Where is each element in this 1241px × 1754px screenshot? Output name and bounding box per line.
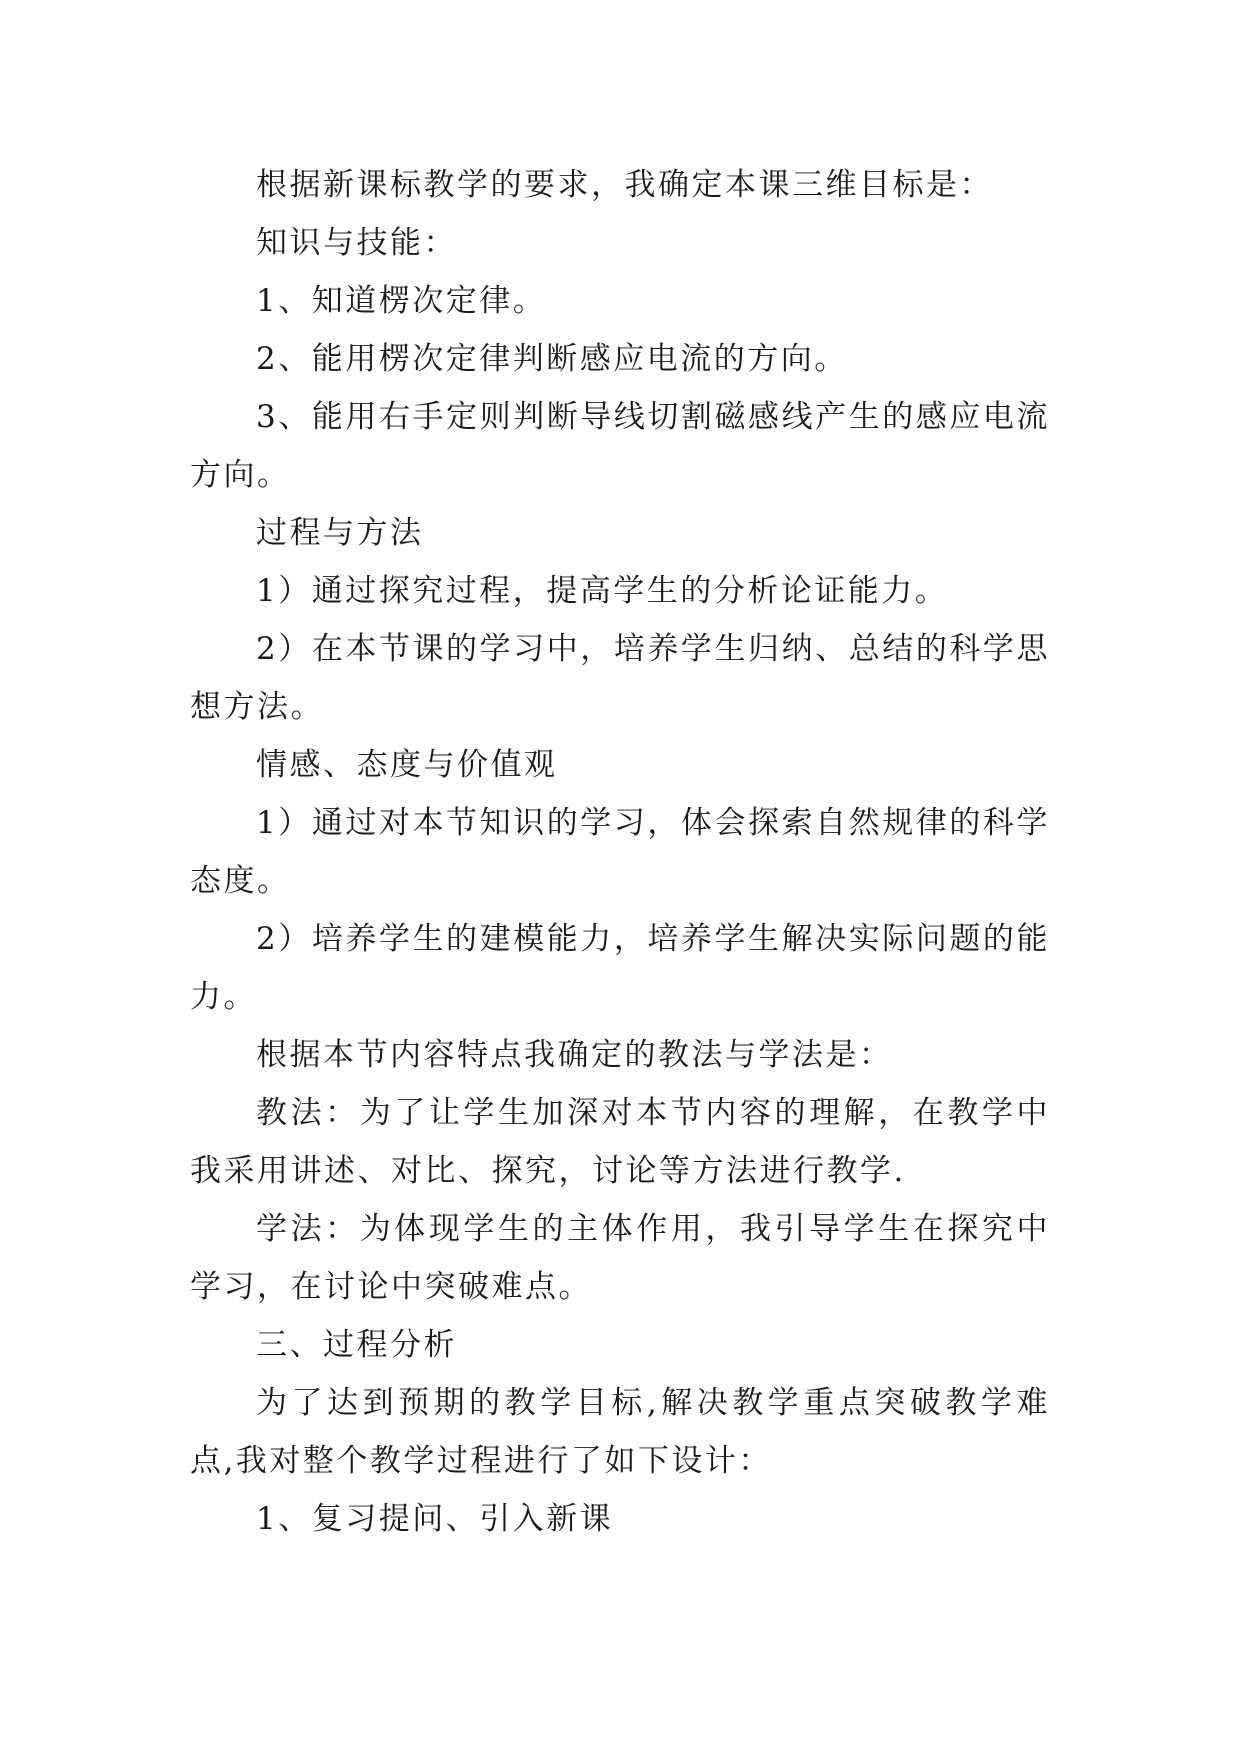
heading-emotion-attitude-values: 情感、态度与价值观 [256, 747, 558, 783]
paragraph-item: 1、知道楞次定律。 [256, 283, 547, 319]
paragraph-objectives-intro: 根据新课标教学的要求，我确定本课三维目标是： [256, 167, 993, 203]
heading-process-analysis: 三、过程分析 [256, 1327, 457, 1363]
heading-knowledge-skills: 知识与技能： [256, 225, 457, 261]
paragraph-item: 2）培养学生的建模能力，培养学生解决实际问题的能力。 [190, 921, 1050, 1015]
paragraph-item: 2）在本节课的学习中，培养学生归纳、总结的科学思想方法。 [190, 631, 1050, 725]
paragraph-item: 3、能用右手定则判断导线切割磁感线产生的感应电流方向。 [190, 399, 1050, 493]
paragraph-item: 1）通过对本节知识的学习，体会探索自然规律的科学态度。 [190, 805, 1050, 899]
paragraph-process-design: 为了达到预期的教学目标,解决教学重点突破教学难点,我对整个教学过程进行了如下设计： [190, 1385, 1050, 1479]
document-body [190, 156, 1050, 1548]
paragraph-item: 1、复习提问、引入新课 [256, 1501, 614, 1537]
paragraph-learning-method: 学法：为体现学生的主体作用，我引导学生在探究中学习，在讨论中突破难点。 [190, 1211, 1050, 1305]
heading-process-methods: 过程与方法 [256, 515, 424, 551]
paragraph-item: 1）通过探究过程，提高学生的分析论证能力。 [256, 573, 949, 609]
paragraph-item: 2、能用楞次定律判断感应电流的方向。 [256, 341, 848, 377]
paragraph-teaching-method: 教法：为了让学生加深对本节内容的理解，在教学中我采用讲述、对比、探究，讨论等方法进行教学. [190, 1095, 1050, 1189]
paragraph-methods-intro: 根据本节内容特点我确定的教法与学法是： [256, 1037, 893, 1073]
